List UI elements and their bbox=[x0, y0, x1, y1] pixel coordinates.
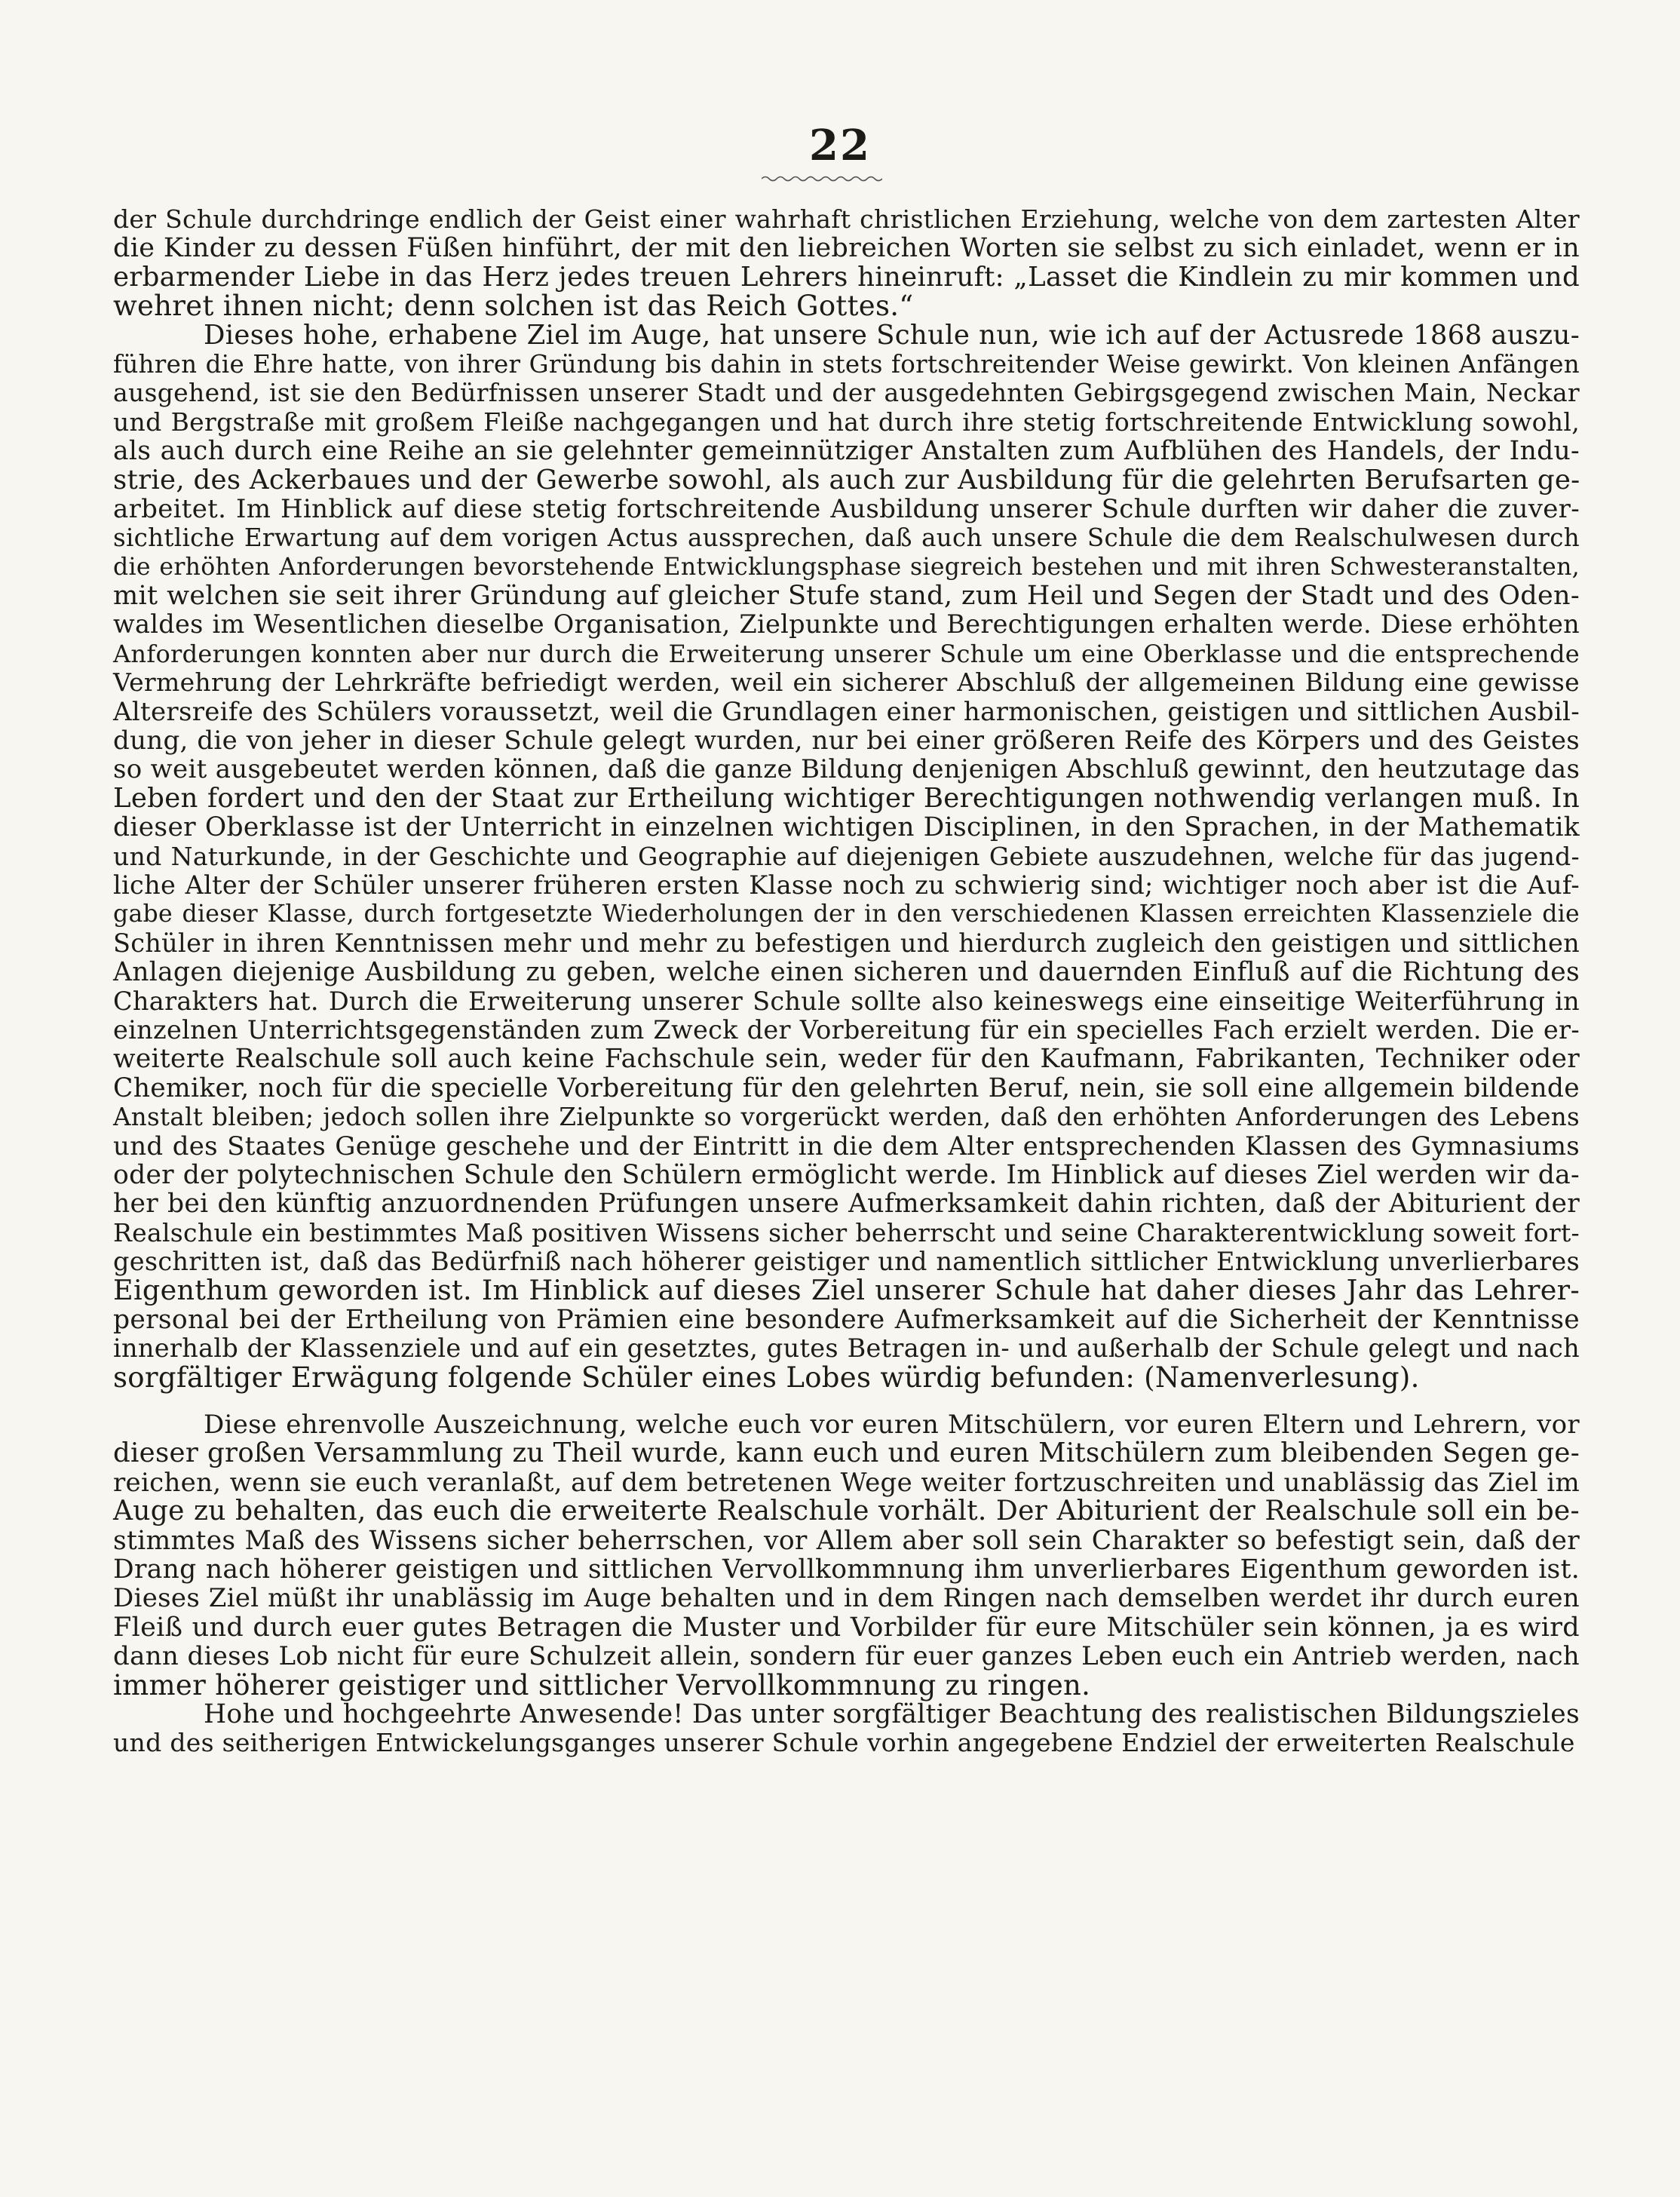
text-line: Diese ehrenvolle Auszeichnung, welche euch vor euren Mitschülern, vor euren Eltern und Lehrern, vor bbox=[204, 1410, 1580, 1441]
text-line: oder der polytechnischen Schule den Schülern ermöglicht werde. Im Hinblick auf dieses Ziel werden wir da- bbox=[113, 1159, 1580, 1190]
text-line: so weit ausgebeutet werden können, daß die ganze Bildung denjenigen Abschluß gewinnt, den heutzutage das bbox=[113, 754, 1580, 785]
text-line: arbeitet. Im Hinblick auf diese stetig fortschreitende Ausbildung unserer Schule durften wir daher die zuver- bbox=[113, 493, 1580, 524]
text-line: personal bei der Ertheilung von Prämien eine besondere Aufmerksamkeit auf die Sicherheit der Kenntnisse bbox=[113, 1304, 1580, 1335]
text-line: gabe dieser Klasse, durch fortgesetzte Wiederholungen der in den verschiedenen Klassen erreichten Klassenziele die bbox=[113, 901, 1580, 928]
text-line: führen die Ehre hatte, von ihrer Gründung bis dahin in stets fortschreitender Weise gewirkt. Von kleinen Anfängen bbox=[113, 349, 1580, 379]
text-line: dung, die von jeher in dieser Schule gelegt wurden, nur bei einer größeren Reife des Körpers und des Geistes bbox=[113, 726, 1580, 756]
text-line: der Schule durchdringe endlich der Geist einer wahrhaft christlichen Erziehung, welche von dem zartesten Alter bbox=[113, 204, 1580, 234]
text-line: als auch durch eine Reihe an sie gelehnter gemeinnütziger Anstalten zum Aufblühen des Handels, der Indu- bbox=[113, 436, 1580, 467]
text-line: ausgehend, ist sie den Bedürfnissen unserer Stadt und der ausgedehnten Gebirgsgegend zwischen Main, Neckar bbox=[113, 378, 1580, 408]
paragraph bbox=[113, 205, 1580, 321]
text-line: Anlagen diejenige Ausbildung zu geben, welche einen sicheren und dauernden Einfluß auf die Richtung des bbox=[113, 957, 1580, 988]
text-line: Dieses Ziel müßt ihr unablässig im Auge behalten und in dem Ringen nach demselben werdet ihr durch euren bbox=[113, 1583, 1580, 1614]
text-line: erbarmender Liebe in das Herz jedes treuen Lehrers hineinruft: „Lasset die Kindlein zu mir kommen und bbox=[113, 261, 1580, 293]
paragraph-gap bbox=[113, 1392, 1580, 1410]
text-line: Chemiker, noch für die specielle Vorbereitung für den gelehrten Beruf, nein, sie soll eine allgemein bildende bbox=[113, 1072, 1580, 1103]
text-line: dieser großen Versammlung zu Theil wurde, kann euch und euren Mitschülern zum bleibenden Segen ge- bbox=[113, 1438, 1580, 1469]
text-line: innerhalb der Klassenziele und auf ein gesetztes, gutes Betragen in- und außerhalb der Schule gelegt und nach bbox=[113, 1333, 1580, 1364]
text-line: her bei den künftig anzuordnenden Prüfungen unsere Aufmerksamkeit dahin richten, daß der Abiturient der bbox=[113, 1189, 1580, 1220]
text-line: und Bergstraße mit großem Fleiße nachgegangen und hat durch ihre stetig fortschreitende Entwicklung sowohl, bbox=[113, 407, 1580, 437]
body-text bbox=[113, 205, 1580, 1758]
paragraph bbox=[113, 321, 1580, 1392]
decorative-rule-icon bbox=[762, 175, 882, 183]
text-line: Dieses hohe, erhabene Ziel im Auge, hat unsere Schule nun, wie ich auf der Actusrede 1868 auszu- bbox=[204, 319, 1580, 351]
text-line: Vermehrung der Lehrkräfte befriedigt werden, weil ein sicherer Abschluß der allgemeinen Bildung eine gewisse bbox=[113, 667, 1580, 698]
text-line: Altersreife des Schülers voraussetzt, weil die Grundlagen einer harmonischen, geistigen und sittlichen Ausbil- bbox=[113, 696, 1580, 727]
text-line: die erhöhten Anforderungen bevorstehende Entwicklungsphase siegreich bestehen und mit ihren Schwesteranstalten, bbox=[113, 553, 1580, 581]
text-line: Anstalt bleiben; jedoch sollen ihre Zielpunkte so vorgerückt werden, daß den erhöhten Anforderungen des Lebens bbox=[113, 1103, 1580, 1132]
text-line: dieser Oberklasse ist der Unterricht in einzelnen wichtigen Disciplinen, in den Sprachen, in der Mathematik bbox=[113, 812, 1580, 843]
text-line: reichen, wenn sie euch veranlaßt, auf dem betretenen Wege weiter fortzuschreiten und unablässig das Ziel im bbox=[113, 1467, 1580, 1498]
text-line: wehret ihnen nicht; denn solchen ist das Reich Gottes.“ bbox=[113, 290, 914, 323]
text-line: waldes im Wesentlichen dieselbe Organisation, Zielpunkte und Berechtigungen erhalten werde. Diese erhöhten bbox=[113, 609, 1580, 640]
text-line: Leben fordert und den der Staat zur Ertheilung wichtiger Berechtigungen nothwendig verlangen muß. In bbox=[113, 782, 1580, 814]
text-line: Schüler in ihren Kenntnissen mehr und mehr zu befestigen und hierdurch zugleich den geistigen und sittlichen bbox=[113, 928, 1580, 958]
text-line: Hohe und hochgeehrte Anwesende! Das unter sorgfältiger Beachtung des realistischen Bildungszieles bbox=[204, 1698, 1580, 1729]
page-number: 22 bbox=[809, 121, 871, 170]
text-line: und Naturkunde, in der Geschichte und Geographie auf diejenigen Gebiete auszudehnen, welche für das jugend- bbox=[113, 841, 1580, 871]
text-line: die Kinder zu dessen Füßen hinführt, der mit den liebreichen Worten sie selbst zu sich einladet, wenn er in bbox=[113, 233, 1580, 264]
text-line: Realschule ein bestimmtes Maß positiven Wissens sicher beherrscht und seine Charakterentwicklung soweit fort- bbox=[113, 1217, 1580, 1247]
text-line: einzelnen Unterrichtsgegenständen zum Zweck der Vorbereitung für ein specielles Fach erzielt werden. Die er- bbox=[113, 1014, 1580, 1045]
paragraph bbox=[113, 1410, 1580, 1700]
text-line: weiterte Realschule soll auch keine Fachschule sein, weder für den Kaufmann, Fabrikanten, Techniker oder bbox=[113, 1044, 1580, 1075]
text-line: sichtliche Erwartung auf dem vorigen Actus aussprechen, daß auch unsere Schule die dem Realschulwesen durch bbox=[113, 523, 1580, 553]
text-line: Anforderungen konnten aber nur durch die Erweiterung unserer Schule um eine Oberklasse und die entsprechende bbox=[113, 639, 1580, 668]
text-line: stimmtes Maß des Wissens sicher beherrschen, vor Allem aber soll sein Charakter so befestigt sein, daß der bbox=[113, 1525, 1580, 1556]
text-line: geschritten ist, daß das Bedürfniß nach höherer geistiger und namentlich sittlicher Entwicklung unverlierbares bbox=[113, 1247, 1580, 1277]
text-line: und des Staates Genüge geschehe und der Eintritt in die dem Alter entsprechenden Klassen des Gymnasiums bbox=[113, 1131, 1580, 1161]
paragraph bbox=[113, 1700, 1580, 1758]
text-line: Auge zu behalten, das euch die erweiterte Realschule vorhält. Der Abiturient der Realschule soll ein be- bbox=[113, 1496, 1580, 1527]
text-line: strie, des Ackerbaues und der Gewerbe sowohl, als auch zur Ausbildung für die gelehrten Berufsarten ge- bbox=[113, 464, 1580, 496]
text-line: dann dieses Lob nicht für eure Schulzeit allein, sondern für euer ganzes Leben euch ein Antrieb werden, nach bbox=[113, 1641, 1580, 1672]
text-line: immer höherer geistiger und sittlicher Vervollkommnung zu ringen. bbox=[113, 1668, 1091, 1701]
text-line: liche Alter der Schüler unserer früheren ersten Klasse noch zu schwierig sind; wichtiger noch aber ist die Auf- bbox=[113, 870, 1580, 900]
text-line: Drang nach höherer geistigen und sittlichen Vervollkommnung ihm unverlierbares Eigenthum geworden ist. bbox=[113, 1554, 1580, 1585]
text-line: Eigenthum geworden ist. Im Hinblick auf dieses Ziel unserer Schule hat daher dieses Jahr das Lehrer- bbox=[113, 1274, 1580, 1307]
text-line: mit welchen sie seit ihrer Gründung auf gleicher Stufe stand, zum Heil und Segen der Stadt und des Oden- bbox=[113, 581, 1580, 612]
text-line: Fleiß und durch euer gutes Betragen die Muster und Vorbilder für eure Mitschüler sein können, ja es wird bbox=[113, 1612, 1580, 1643]
text-line: Charakters hat. Durch die Erweiterung unserer Schule sollte also keineswegs eine einseitige Weiterführung in bbox=[113, 986, 1580, 1016]
text-line: sorgfältiger Erwägung folgende Schüler eines Lobes würdig befunden: (Namenverlesung). bbox=[113, 1361, 1420, 1394]
text-line: und des seitherigen Entwickelungsganges unserer Schule vorhin angegebene Endziel der erweiterten Realschule bbox=[113, 1728, 1575, 1758]
